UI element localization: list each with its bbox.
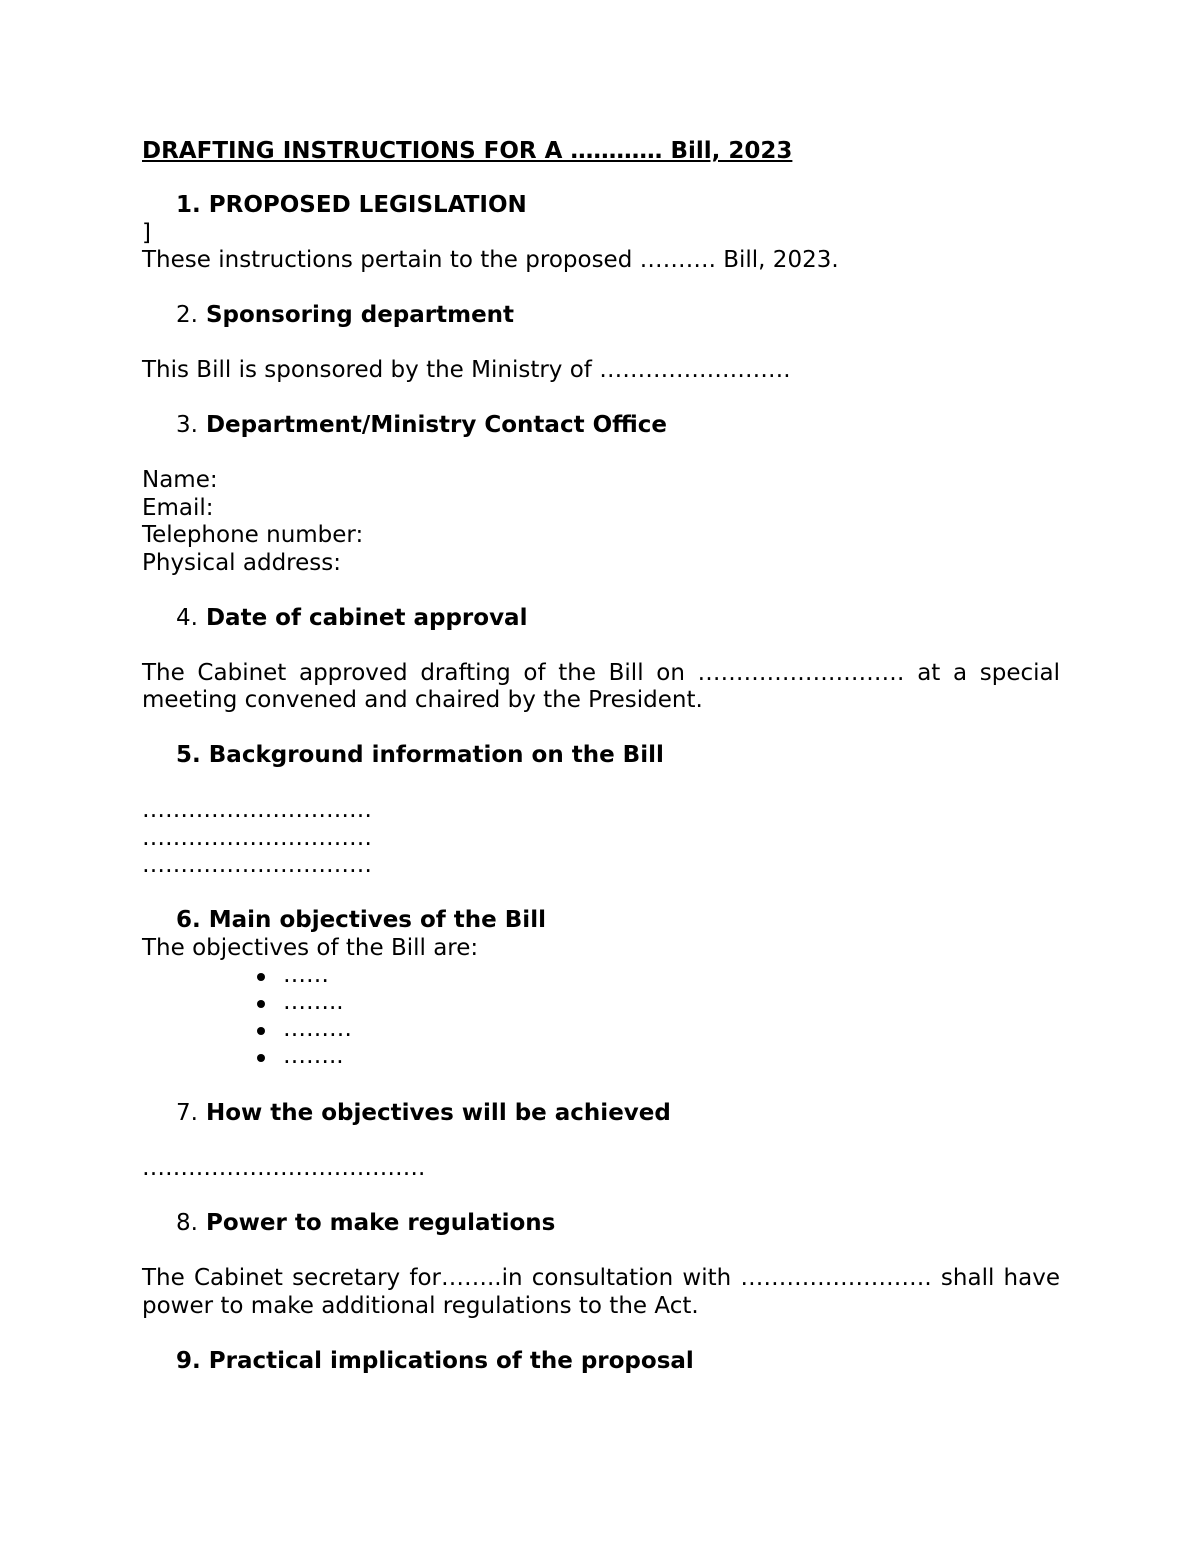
spacer	[142, 385, 1060, 413]
bullet-icon	[257, 1054, 265, 1062]
spacer	[142, 632, 1060, 660]
section-9-title: Practical implications of the proposal	[208, 1347, 694, 1374]
background-line-3: …………………………	[142, 852, 372, 878]
section-6-title: Main objectives of the Bill	[208, 907, 546, 933]
section-1-body: These instructions pertain to the proposed ………. Bill, 2023.	[142, 247, 839, 273]
section-2-body: This Bill is sponsored by the Ministry of …………………….	[142, 357, 791, 383]
spacer	[142, 440, 1060, 468]
section-1-stray-mark: ]	[142, 219, 151, 246]
objective-text: ……	[283, 962, 329, 988]
section-5-number: 5.	[176, 742, 201, 768]
section-8-body: The Cabinet secretary for……..in consultation with ……………………. shall have power to make additional regulations to the Act.	[142, 1265, 1060, 1319]
section-8-title: Power to make regulations	[205, 1210, 556, 1236]
spacer	[142, 1238, 1060, 1266]
contact-telephone-field: Telephone number:	[142, 522, 364, 548]
section-7-body: ……………………………….	[142, 1155, 426, 1181]
section-1-heading	[142, 192, 1060, 220]
section-8-heading	[142, 1210, 1060, 1238]
list-item	[142, 989, 1060, 1016]
section-1-number: 1.	[176, 192, 201, 218]
section-1-title: PROPOSED LEGISLATION	[208, 192, 527, 218]
spacer	[142, 1070, 1060, 1100]
list-item	[142, 1043, 1060, 1070]
spacer	[142, 330, 1060, 358]
section-9-heading	[142, 1348, 1060, 1376]
section-3-number: 3.	[176, 412, 198, 438]
list-item	[142, 1016, 1060, 1043]
section-2-title: Sponsoring department	[205, 302, 515, 328]
section-6-number: 6.	[176, 907, 201, 933]
section-9-number: 9.	[176, 1347, 201, 1374]
section-5-heading	[142, 742, 1060, 770]
spacer	[142, 1320, 1060, 1348]
document-title: DRAFTING INSTRUCTIONS FOR A ………… Bill, 2023	[142, 138, 793, 164]
objective-text: ……..	[283, 1043, 344, 1069]
section-2-number: 2.	[176, 302, 198, 328]
spacer	[142, 880, 1060, 908]
objective-text: ……..	[283, 989, 344, 1015]
section-4-number: 4.	[176, 604, 198, 631]
section-8-number: 8.	[176, 1210, 198, 1236]
section-3-title: Department/Ministry Contact Office	[205, 412, 668, 438]
section-4-title: Date of cabinet approval	[205, 604, 528, 631]
section-7-title: How the objectives will be achieved	[205, 1100, 671, 1126]
contact-email-field: Email:	[142, 494, 214, 521]
objectives-list	[142, 962, 1060, 1070]
section-5-title: Background information on the Bill	[208, 742, 664, 768]
section-6-heading	[142, 907, 1060, 935]
spacer	[142, 715, 1060, 743]
list-item	[142, 962, 1060, 989]
spacer	[142, 1128, 1060, 1156]
document-page	[142, 138, 1060, 1375]
section-7-heading	[142, 1100, 1060, 1128]
spacer	[142, 770, 1060, 798]
contact-name-field: Name:	[142, 467, 218, 493]
section-7-number: 7.	[176, 1100, 198, 1126]
contact-address-field: Physical address:	[142, 549, 341, 576]
spacer	[142, 577, 1060, 605]
section-2-heading	[142, 302, 1060, 330]
bullet-icon	[257, 973, 265, 981]
section-4-body: The Cabinet approved drafting of the Bill on ……………………… at a special meeting convened and chaired by the President.	[142, 659, 1060, 713]
bullet-icon	[257, 1000, 265, 1008]
bullet-icon	[257, 1027, 265, 1035]
spacer	[142, 275, 1060, 303]
section-6-intro: The objectives of the Bill are:	[142, 934, 479, 961]
spacer	[142, 168, 1060, 192]
spacer	[142, 1183, 1060, 1211]
section-4-heading	[142, 605, 1060, 633]
background-line-2: …………………………	[142, 824, 372, 851]
objective-text: ………	[283, 1016, 352, 1042]
background-line-1: …………………………	[142, 797, 372, 823]
section-3-heading	[142, 412, 1060, 440]
